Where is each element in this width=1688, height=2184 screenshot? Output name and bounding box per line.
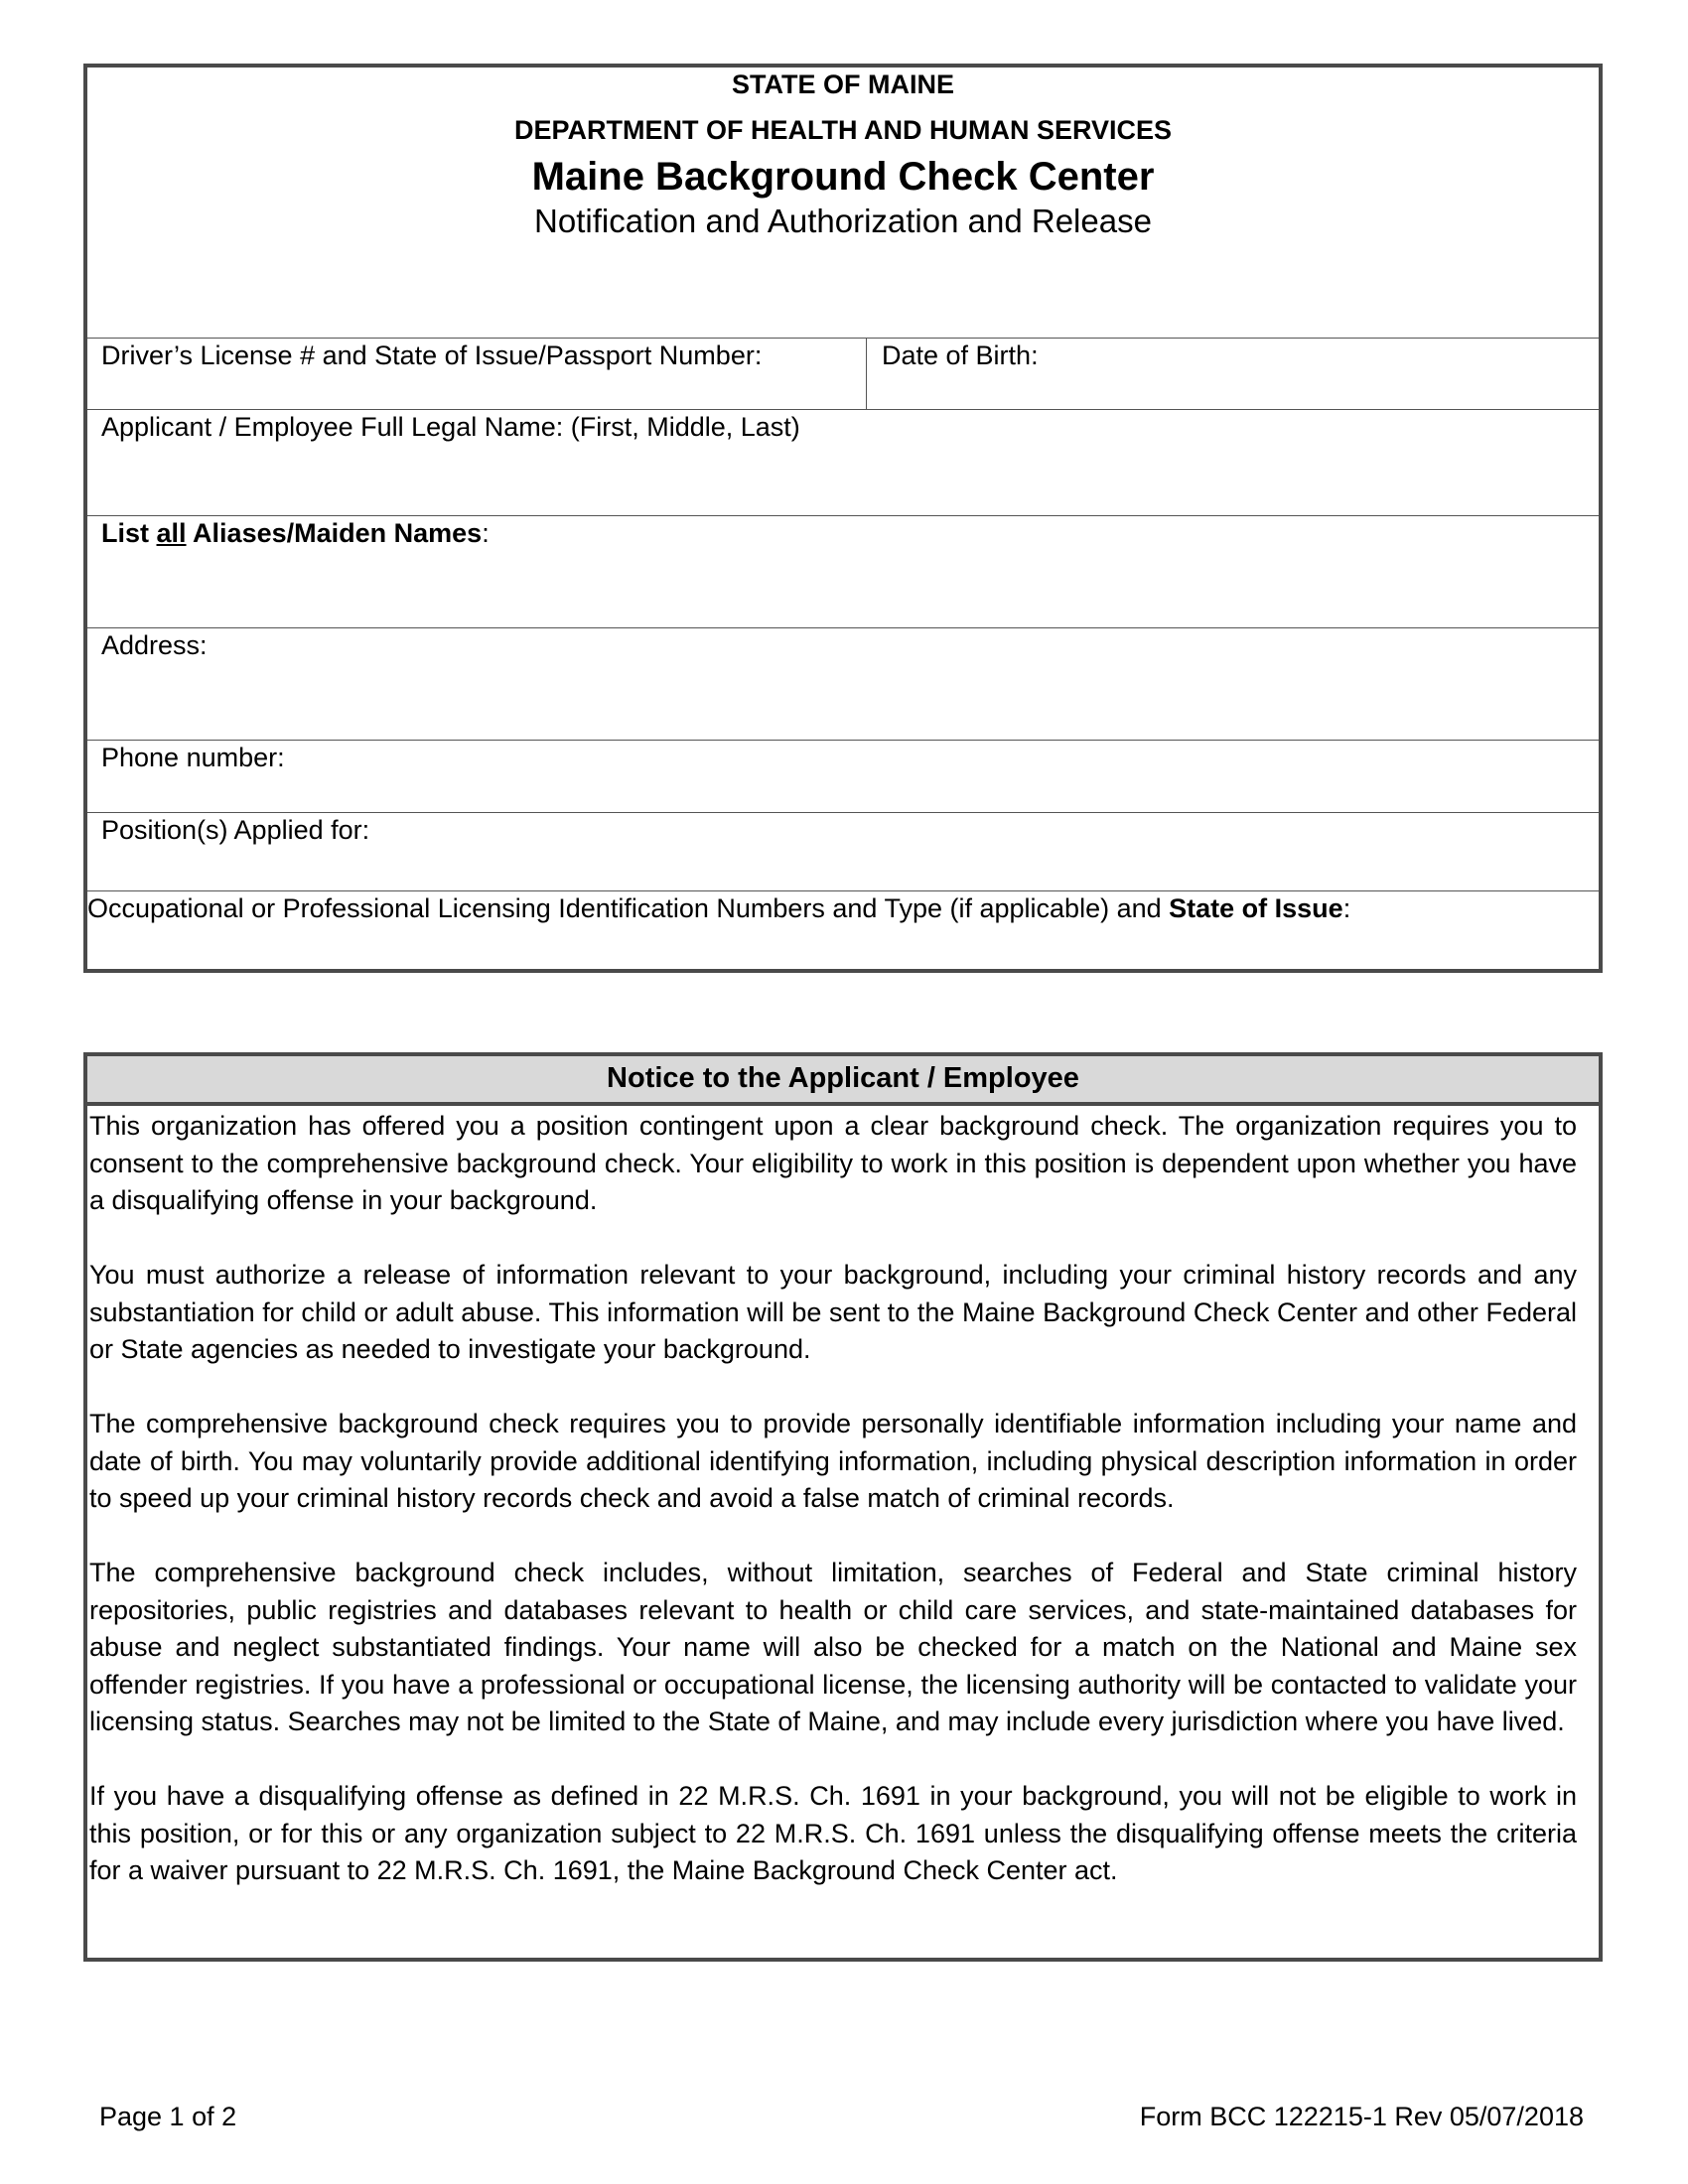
license-label: Driver’s License # and State of Issue/Passport Number: (101, 341, 763, 370)
column-divider (866, 339, 867, 409)
full-name-label: Applicant / Employee Full Legal Name: (First, Middle, Last) (101, 412, 800, 442)
licensing-field[interactable] (87, 931, 1581, 965)
notice-paragraph: You must authorize a release of information relevant to your background, including your criminal history records and any substantiation for child or adult abuse. This information will be sent to the Maine Background Check Center and other Federal or State agencies as needed to investigate your background. (89, 1260, 1577, 1364)
license-field[interactable] (101, 374, 860, 406)
aliases-row (87, 515, 1599, 627)
state-heading: STATE OF MAINE (732, 69, 954, 99)
page-number: Page 1 of 2 (99, 2102, 237, 2131)
notice-heading: Notice to the Applicant / Employee (87, 1056, 1599, 1106)
form-subtitle: Notification and Authorization and Release (534, 203, 1152, 239)
aliases-label-prefix: List (101, 518, 157, 548)
license-dob-row (87, 338, 1599, 409)
notice-paragraph: The comprehensive background check includes, without limitation, searches of Federal and State criminal history repositories, public registries and databases relevant to health or child care services, and state-maintained databases for abuse and neglect substantiated findings. Your name will also be checked for a match on the National and Maine sex offender registries. If you have a professional or occupational license, the licensing authority will be contacted to validate your licensing status. Searches may not be limited to the State of Maine, and may include every jurisdiction where you have lived. (89, 1558, 1577, 1736)
aliases-field[interactable] (101, 560, 1585, 617)
notice-paragraph: If you have a disqualifying offense as defined in 22 M.R.S. Ch. 1691 in your background, you will not be eligible to work in this position, or for this or any organization subject to 22 M.R.S. Ch. 1691 unless the disqualifying offense meets the criteria for a waiver pursuant to 22 M.R.S. Ch. 1691, the Maine Background Check Center act. (89, 1781, 1577, 1885)
phone-label: Phone number: (101, 743, 285, 772)
full-name-field[interactable] (101, 454, 1585, 505)
dob-label: Date of Birth: (882, 341, 1039, 370)
notice-section (83, 1052, 1603, 1962)
position-field[interactable] (101, 853, 1585, 887)
phone-field[interactable] (101, 778, 1585, 810)
full-name-row (87, 409, 1599, 515)
aliases-label-suffix: Aliases/Maiden Names (186, 518, 483, 548)
notice-paragraph: The comprehensive background check requires you to provide personally identifiable information including your name and date of birth. You may voluntarily provide additional identifying information, including physical description information in order to speed up your criminal history records check and avoid a false match of criminal records. (89, 1409, 1577, 1513)
form-number: Form BCC 122215-1 Rev 05/07/2018 (1139, 2102, 1584, 2131)
position-row (87, 812, 1599, 890)
form-title: Maine Background Check Center (531, 155, 1155, 199)
address-field[interactable] (101, 672, 1585, 730)
aliases-label (101, 518, 490, 549)
notice-body (89, 1108, 1577, 1927)
aliases-label-colon: : (482, 518, 490, 548)
phone-row (87, 740, 1599, 812)
dob-field[interactable] (882, 374, 1581, 406)
licensing-label (87, 893, 1350, 924)
aliases-label-all: all (156, 518, 187, 548)
licensing-label-state: State of Issue (1169, 893, 1343, 923)
position-label: Position(s) Applied for: (101, 815, 370, 845)
licensing-label-main: Occupational or Professional Licensing Identification Numbers and Type (if applicable) and (87, 893, 1170, 923)
department-heading: DEPARTMENT OF HEALTH AND HUMAN SERVICES (513, 115, 1172, 145)
address-row (87, 627, 1599, 740)
licensing-row (87, 890, 1599, 969)
applicant-info-form (83, 64, 1603, 973)
address-label: Address: (101, 630, 208, 660)
notice-paragraph: This organization has offered you a position contingent upon a clear background check. The organization requires you to consent to the comprehensive background check. Your eligibility to work in this position is dependent upon whether you have a disqualifying offense in your background. (89, 1111, 1577, 1215)
licensing-label-colon: : (1342, 893, 1351, 923)
